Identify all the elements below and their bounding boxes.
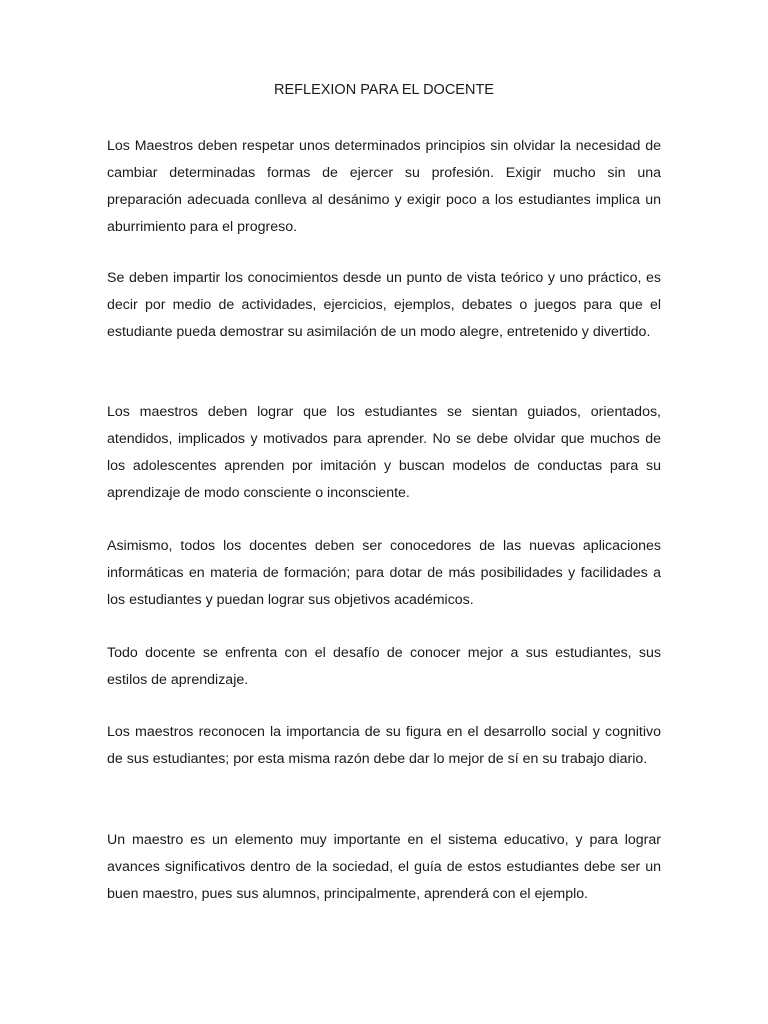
paragraph-2: Se deben impartir los conocimientos desde un punto de vista teórico y uno práctico, es decir por medio de actividades, ejercicios, ejemplos, debates o juegos para que el estudiante pueda demostrar su asimilación de un modo alegre, entretenido y divertido.	[107, 270, 661, 340]
paragraph-7: Un maestro es un elemento muy importante en el sistema educativo, y para lograr avances significativos dentro de la sociedad, el guía de estos estudiantes debe ser un buen maestro, pues sus alumnos, principalmente, aprenderá con el ejemplo.	[107, 832, 661, 902]
paragraph-5: Todo docente se enfrenta con el desafío de conocer mejor a sus estudiantes, sus estilos de aprendizaje.	[107, 645, 661, 688]
paragraph-3: Los maestros deben lograr que los estudiantes se sientan guiados, orientados, atendidos, implicados y motivados para aprender. No se debe olvidar que muchos de los adolescentes aprenden por imitación y buscan modelos de conductas para su aprendizaje de modo consciente o inconsciente.	[107, 404, 661, 501]
paragraph-1: Los Maestros deben respetar unos determinados principios sin olvidar la necesidad de cambiar determinadas formas de ejercer su profesión. Exigir mucho sin una preparación adecuada conlleva al desánimo y exigir poco a los estudiantes implica un aburrimiento para el progreso.	[107, 138, 661, 235]
paragraph-4: Asimismo, todos los docentes deben ser conocedores de las nuevas aplicaciones informáticas en materia de formación; para dotar de más posibilidades y facilidades a los estudiantes y puedan lograr sus objetivos académicos.	[107, 538, 661, 608]
paragraph-6: Los maestros reconocen la importancia de su figura en el desarrollo social y cognitivo de sus estudiantes; por esta misma razón debe dar lo mejor de sí en su trabajo diario.	[107, 724, 661, 767]
page-title: REFLEXION PARA EL DOCENTE	[274, 82, 494, 98]
